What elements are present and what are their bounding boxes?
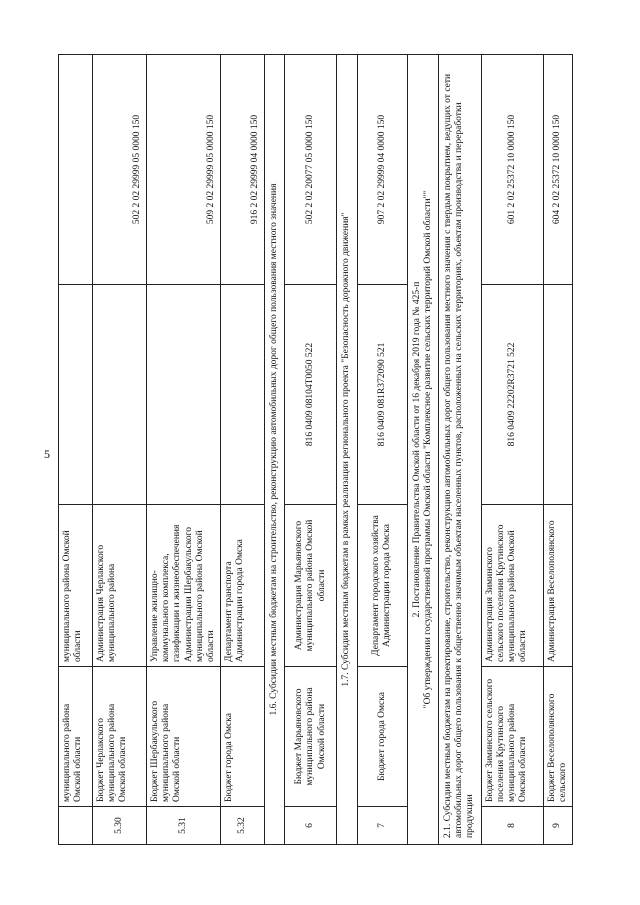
resolution-title: 2. Постановление Правительства Омской области от 16 декабря 2019 года № 425-п bbox=[411, 281, 422, 618]
table-row bbox=[481, 55, 543, 845]
recipient-cell: Бюджет Марьяновского муниципального района Омской области bbox=[285, 667, 337, 807]
revenue-code-cell bbox=[59, 55, 93, 285]
row-number: 5.31 bbox=[147, 807, 221, 845]
table-row bbox=[285, 55, 337, 845]
row-number: 5.32 bbox=[221, 807, 265, 845]
section-heading: 1.6. Субсидии местным бюджетам на строительство, реконструкцию автомобильных дорог общего пользования местного значения bbox=[265, 55, 285, 845]
row-number: 5.30 bbox=[93, 807, 147, 845]
section-heading: 2.1. Субсидии местным бюджетам на проектирование, строительство, реконструкцию автомобильных дорог общего пользования местного значения с твердым покрытием, ведущих от сети автомобильных дорог общего пользования к общественно значимым объектам населенных пунктов, расположенных на сельских территориях, объектам производства и переработки продукции bbox=[439, 55, 482, 845]
section-row bbox=[337, 55, 357, 845]
revenue-code-cell: 601 2 02 25372 10 0000 150 bbox=[481, 55, 543, 285]
recipient-cell: Бюджет Зиминского сельского поселения Крутинского муниципального района Омской области bbox=[481, 667, 543, 807]
row-number: 8 bbox=[481, 807, 543, 845]
revenue-code-cell: 916 2 02 29999 04 0000 150 bbox=[221, 55, 265, 285]
expense-code-cell bbox=[93, 285, 147, 505]
table-row bbox=[221, 55, 265, 845]
row-number: 6 bbox=[285, 807, 337, 845]
section-heading: 1.7. Субсидии местным бюджетам в рамках реализации регионального проекта "Безопасность дорожного движения" bbox=[337, 55, 357, 845]
recipient-cell: Бюджет города Омска bbox=[357, 667, 407, 807]
resolution-subtitle: "Об утверждении государственной программы Омской области "Комплексное развитие сельских территорий Омской области"" bbox=[422, 190, 433, 709]
expense-code-cell bbox=[543, 285, 572, 505]
administrator-cell: муниципального района Омской области bbox=[59, 505, 93, 667]
expense-code-cell bbox=[147, 285, 221, 505]
revenue-code-cell: 502 2 02 20077 05 0000 150 bbox=[285, 55, 337, 285]
administrator-cell: Управление жилищно-коммунального комплекса, газификации и жизнеобеспечения Администрации Шербакульского муниципального района Омской области bbox=[147, 505, 221, 667]
subsidy-table bbox=[58, 54, 573, 845]
recipient-cell: муниципального района Омской области bbox=[59, 667, 93, 807]
expense-code-cell: 816 0409 08104Т0050 522 bbox=[285, 285, 337, 505]
row-number: 9 bbox=[543, 807, 572, 845]
row-number bbox=[59, 807, 93, 845]
administrator-cell: Администрация Марьяновского муниципального района Омской области bbox=[285, 505, 337, 667]
section-row bbox=[265, 55, 285, 845]
recipient-cell: Бюджет Шербакульского муниципального района Омской области bbox=[147, 667, 221, 807]
expense-code-cell: 816 0409 081R372090 521 bbox=[357, 285, 407, 505]
rotated-table-container bbox=[58, 55, 598, 845]
section-row bbox=[407, 55, 438, 845]
table-row bbox=[93, 55, 147, 845]
revenue-code-cell: 502 2 02 29999 05 0000 150 bbox=[93, 55, 147, 285]
recipient-cell: Бюджет Веселополянского сельского bbox=[543, 667, 572, 807]
expense-code-cell: 816 0409 22202R3721 522 bbox=[481, 285, 543, 505]
row-number: 7 bbox=[357, 807, 407, 845]
table-row bbox=[543, 55, 572, 845]
administrator-cell: Департамент городского хозяйства Администрации города Омска bbox=[357, 505, 407, 667]
expense-code-cell bbox=[59, 285, 93, 505]
administrator-cell: Администрация Зиминского сельского поселения Крутинского муниципального района Омской области bbox=[481, 505, 543, 667]
recipient-cell: Бюджет города Омска bbox=[221, 667, 265, 807]
table-row bbox=[59, 55, 93, 845]
administrator-cell: Администрация Черлакского муниципального района bbox=[93, 505, 147, 667]
revenue-code-cell: 509 2 02 29999 05 0000 150 bbox=[147, 55, 221, 285]
revenue-code-cell: 907 2 02 29999 04 0000 150 bbox=[357, 55, 407, 285]
page-number: 5 bbox=[44, 447, 50, 461]
table-row bbox=[147, 55, 221, 845]
section-heading bbox=[407, 55, 438, 845]
recipient-cell: Бюджет Черлакского муниципального района Омской области bbox=[93, 667, 147, 807]
revenue-code-cell: 604 2 02 25372 10 0000 150 bbox=[543, 55, 572, 285]
expense-code-cell bbox=[221, 285, 265, 505]
table-row bbox=[357, 55, 407, 845]
administrator-cell: Департамент транспорта Администрации города Омска bbox=[221, 505, 265, 667]
section-row bbox=[439, 55, 482, 845]
administrator-cell: Администрация Веселополянского bbox=[543, 505, 572, 667]
